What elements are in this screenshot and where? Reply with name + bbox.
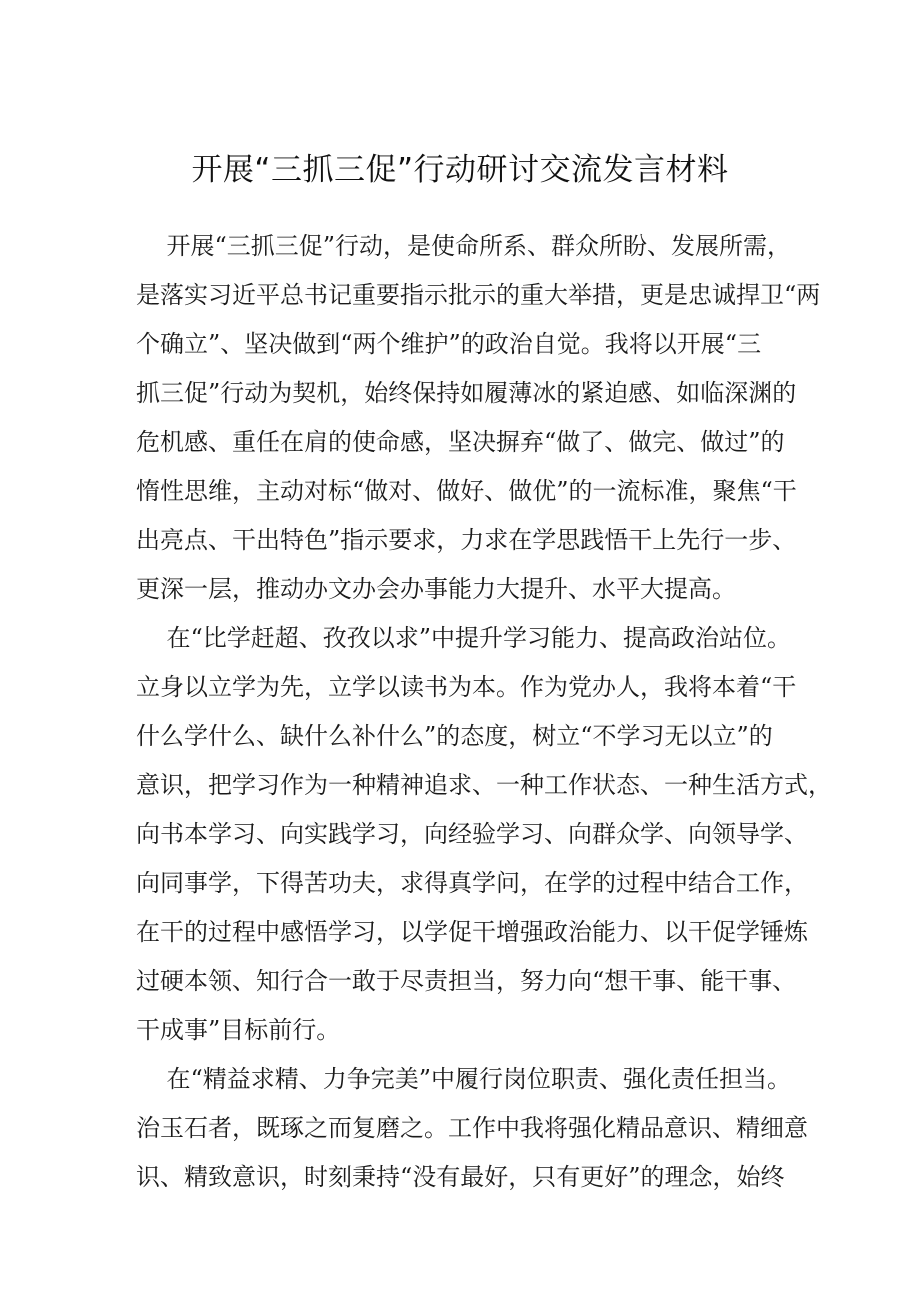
text-line: 是落实习近平总书记重要指示批示的重大举措，更是忠诚捍卫“两 [136, 281, 821, 309]
text-line: 抓三促”行动为契机，始终保持如履薄冰的紧迫感、如临深渊的 [136, 379, 797, 407]
document-title: 开展“三抓三促”行动研讨交流发言材料 [191, 152, 729, 188]
text-line: 立身以立学为先，立学以读书为本。作为党办人，我将本着“干 [136, 673, 797, 701]
text-line: 识、精致意识，时刻秉持“没有最好，只有更好”的理念，始终 [136, 1163, 785, 1191]
text-line: 向同事学，下得苦功夫，求得真学问，在学的过程中结合工作， [136, 869, 808, 897]
text-line: 惰性思维，主动对标“做对、做好、做优”的一流标准，聚焦“干 [136, 477, 797, 505]
text-line: 更深一层，推动办文办会办事能力大提升、水平大提高。 [136, 575, 736, 603]
text-line: 开展“三抓三促”行动，是使命所系、群众所盼、发展所需， [136, 232, 792, 260]
text-line: 在干的过程中感悟学习，以学促干增强政治能力、以干促学锤炼 [136, 918, 808, 946]
text-line: 过硬本领、知行合一敢于尽责担当，努力向“想干事、能干事、 [136, 967, 797, 995]
text-line: 个确立”、坚决做到“两个维护”的政治自觉。我将以开展“三 [136, 330, 762, 358]
text-line: 在“精益求精、力争完美”中履行岗位职责、强化责任担当。 [136, 1065, 792, 1093]
text-line: 治玉石者，既琢之而复磨之。工作中我将强化精品意识、精细意 [136, 1114, 808, 1142]
text-line: 危机感、重任在肩的使命感，坚决摒弃“做了、做完、做过”的 [136, 428, 785, 456]
document-body [136, 222, 832, 1202]
text-line: 出亮点、干出特色”指示要求，力求在学思践悟干上先行一步、 [136, 526, 797, 554]
text-line: 什么学什么、缺什么补什么”的态度，树立“不学习无以立”的 [136, 722, 773, 750]
text-line: 在“比学赶超、孜孜以求”中提升学习能力、提高政治站位。 [136, 624, 792, 652]
text-line: 向书本学习、向实践学习，向经验学习、向群众学、向领导学、 [136, 820, 808, 848]
text-line: 干成事”目标前行。 [136, 1016, 341, 1044]
text-line: 意识，把学习作为一种精神追求、一种工作状态、一种生活方式， [136, 771, 832, 799]
